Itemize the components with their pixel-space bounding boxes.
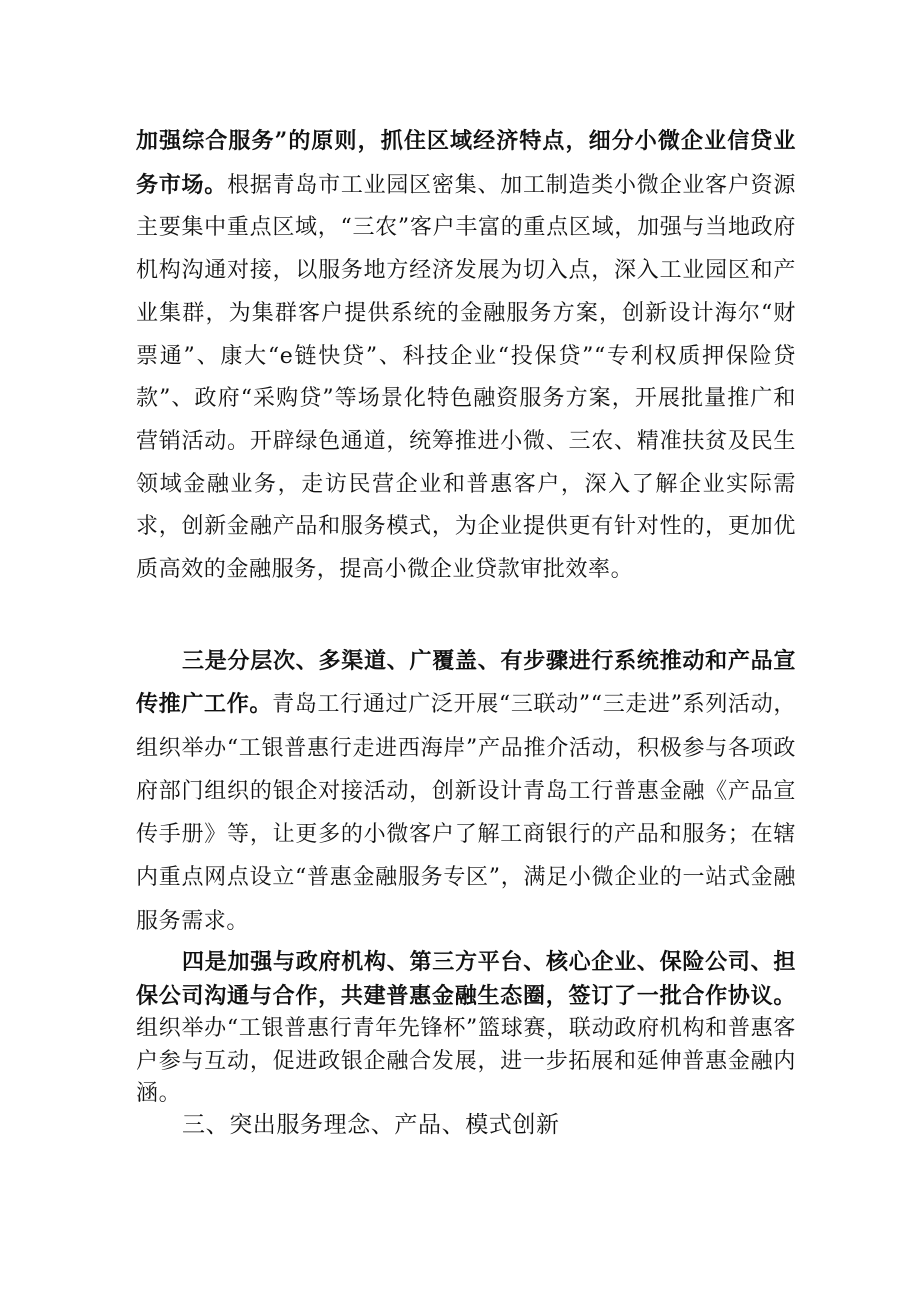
- paragraph-body: 根据青岛市工业园区密集、加工制造类小微企业客户资源主要集中重点区域，“三农”客户丰富的重点区域，加强与当地政府机构沟通对接，以服务地方经济发展为切入点，深入工业园区和产业集群，为集群客户提供系统的金融服务方案，创新设计海尔“财票通”、康大“e链快贷”、科技企业“投保贷”“专利权质押保险贷款”、政府“采购贷”等场景化特色融资服务方案，开展批量推广和营销活动。开辟绿色通道，统筹推进小微、三农、精准扶贫及民生领域金融业务，走访民营企业和普惠客户，深入了解企业实际需求，创新金融产品和服务模式，为企业提供更有针对性的，更加优质高效的金融服务，提高小微企业贷款审批效率。: [136, 172, 796, 583]
- paragraph-service-principle: [136, 120, 796, 592]
- paragraph-lead: 三是分层次、多渠道、广覆盖、有步骤进行系统推动和产品宣传推广工作。: [136, 648, 796, 718]
- paragraph-cooperation: [136, 946, 796, 1111]
- paragraph-lead: 加强综合服务”的原则，抓住区域经济特点，细分小微企业信贷业务市场。: [136, 128, 796, 198]
- paragraph-body: 青岛工行通过广泛开展“三联动”“三走进”系列活动，组织举办“工银普惠行走进西海岸”产品推介活动，积极参与各项政府部门组织的银企对接活动，创新设计青岛工行普惠金融《产品宣传手册》等，让更多的小微客户了解工商银行的产品和服务；在辖内重点网点设立“普惠金融服务专区”，满足小微企业的一站式金融服务需求。: [136, 692, 796, 934]
- paragraph-body: 组织举办“工银普惠行青年先锋杯”篮球赛，联动政府机构和普惠客户参与互动，促进政银企融合发展，进一步拓展和延伸普惠金融内涵。: [136, 1016, 796, 1106]
- paragraph-lead: 四是加强与政府机构、第三方平台、核心企业、保险公司、担保公司沟通与合作，共建普惠金融生态圈，签订了一批合作协议。: [136, 949, 796, 1009]
- section-heading: 三、突出服务理念、产品、模式创新: [182, 1112, 560, 1138]
- paragraph-promotion: [136, 640, 796, 943]
